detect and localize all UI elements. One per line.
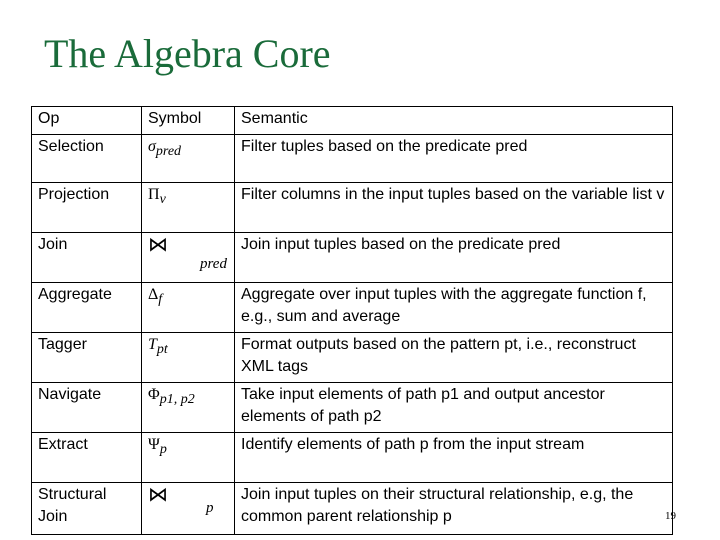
op-semantic: Aggregate over input tuples with the aggregate function f, e.g., sum and average: [235, 283, 673, 333]
op-name: Tagger: [32, 333, 142, 383]
algebra-operators-table: [31, 106, 673, 535]
op-name: Structural Join: [32, 483, 142, 535]
table-row: [32, 283, 673, 333]
table-row: [32, 183, 673, 233]
op-semantic: Join input tuples based on the predicate pred: [235, 233, 673, 283]
op-name: Projection: [32, 183, 142, 233]
table-row: [32, 135, 673, 183]
op-semantic: Filter tuples based on the predicate pred: [235, 135, 673, 183]
structural-join-symbol: ⋈ p: [142, 483, 235, 535]
op-semantic: Format outputs based on the pattern pt, i.e., reconstruct XML tags: [235, 333, 673, 383]
tagger-symbol: $T_{pt}$: [142, 333, 235, 383]
table-row: [32, 333, 673, 383]
op-name: Aggregate: [32, 283, 142, 333]
header-symbol: Symbol: [142, 107, 235, 135]
table-row: [32, 233, 673, 283]
op-semantic: Filter columns in the input tuples based on the variable list v: [235, 183, 673, 233]
op-semantic: Take input elements of path p1 and output ancestor elements of path p2: [235, 383, 673, 433]
table-row: [32, 433, 673, 483]
slide-title: The Algebra Core: [44, 31, 331, 76]
table-row: [32, 483, 673, 535]
header-op: Op: [32, 107, 142, 135]
header-semantic: Semantic: [235, 107, 673, 135]
selection-symbol: $\sigma_{pred}$: [142, 135, 235, 183]
op-name: Extract: [32, 433, 142, 483]
extract-symbol: $\Psi_p$: [142, 433, 235, 483]
navigate-symbol: $\Phi_{p1, p2}$: [142, 383, 235, 433]
op-name: Join: [32, 233, 142, 283]
page-number: 19: [665, 510, 676, 522]
op-semantic: Join input tuples on their structural relationship, e.g, the common parent relationship p: [235, 483, 673, 535]
header-row: [32, 107, 673, 135]
op-name: Selection: [32, 135, 142, 183]
op-name: Navigate: [32, 383, 142, 433]
table-row: [32, 383, 673, 433]
op-semantic: Identify elements of path p from the input stream: [235, 433, 673, 483]
projection-symbol: $\Pi_v$: [142, 183, 235, 233]
join-symbol: ⋈ pred: [142, 233, 235, 283]
aggregate-symbol: $\Delta_f$: [142, 283, 235, 333]
